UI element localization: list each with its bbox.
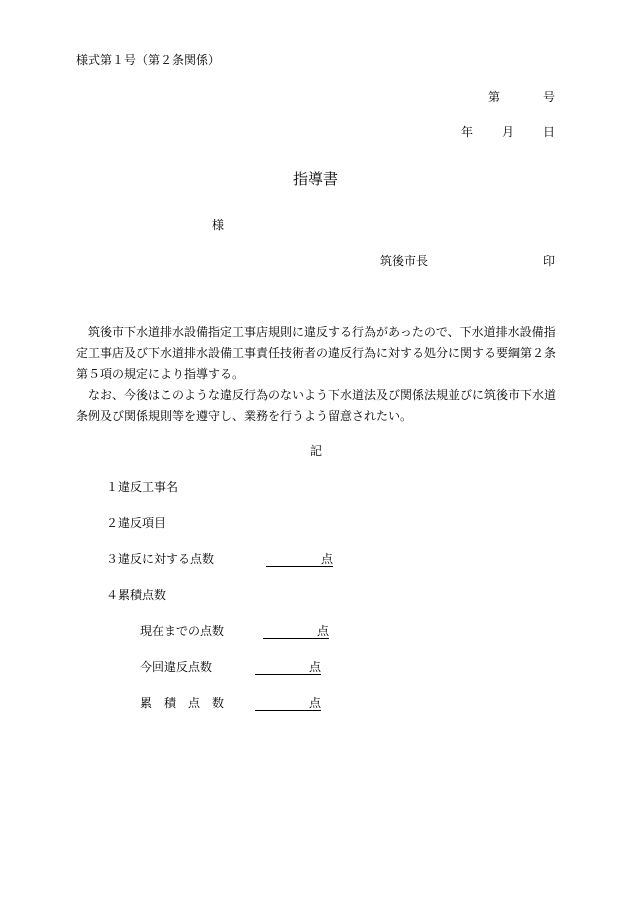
ki-heading: 記 xyxy=(310,444,323,458)
cumulative-total-unit: 点 xyxy=(255,696,321,711)
body-paragraph-1: 筑後市下水道排水設備指定工事店規則に違反する行為があったので、下水道排水設備指定工事店及び下水道排水設備工事責任技術者の違反行為に対する処分に関する要綱第２条第５項の規定により指導する。 xyxy=(76,325,557,381)
current-violation-points-unit: 点 xyxy=(255,660,321,675)
item-violation-items: ２違反項目 xyxy=(106,516,167,530)
item-violation-work-name: １違反工事名 xyxy=(106,480,179,494)
date-month: 月 xyxy=(502,125,515,139)
body-text xyxy=(76,322,556,427)
form-label: 様式第１号（第２条関係） xyxy=(76,53,221,67)
body-paragraph-2: なお、今後はこのような違反行為のないよう下水道法及び関係法規並びに筑後市下水道条例及び関係規則等を遵守し、業務を行うよう留意されたい。 xyxy=(76,388,557,423)
number-go: 号 xyxy=(543,90,556,104)
document-title: 指導書 xyxy=(293,170,339,188)
violation-points-field xyxy=(266,551,333,567)
item-violation-points: ３違反に対する点数 xyxy=(106,552,215,566)
seal-mark: 印 xyxy=(543,254,556,268)
current-violation-points-field xyxy=(255,659,321,675)
points-to-date-unit: 点 xyxy=(263,624,329,639)
date-year: 年 xyxy=(461,125,474,139)
violation-points-unit: 点 xyxy=(266,552,333,567)
points-to-date-field xyxy=(263,623,329,639)
number-dai: 第 xyxy=(488,90,501,104)
date-day: 日 xyxy=(543,125,556,139)
sub-current-violation-points: 今回違反点数 xyxy=(140,660,213,674)
addressee-suffix: 様 xyxy=(212,218,225,232)
cumulative-total-field xyxy=(255,695,321,711)
issuer-name: 筑後市長 xyxy=(380,254,429,268)
sub-points-to-date: 現在までの点数 xyxy=(140,624,225,638)
item-cumulative-points: ４累積点数 xyxy=(106,588,167,602)
sub-cumulative-total: 累 積 点 数 xyxy=(140,696,225,710)
